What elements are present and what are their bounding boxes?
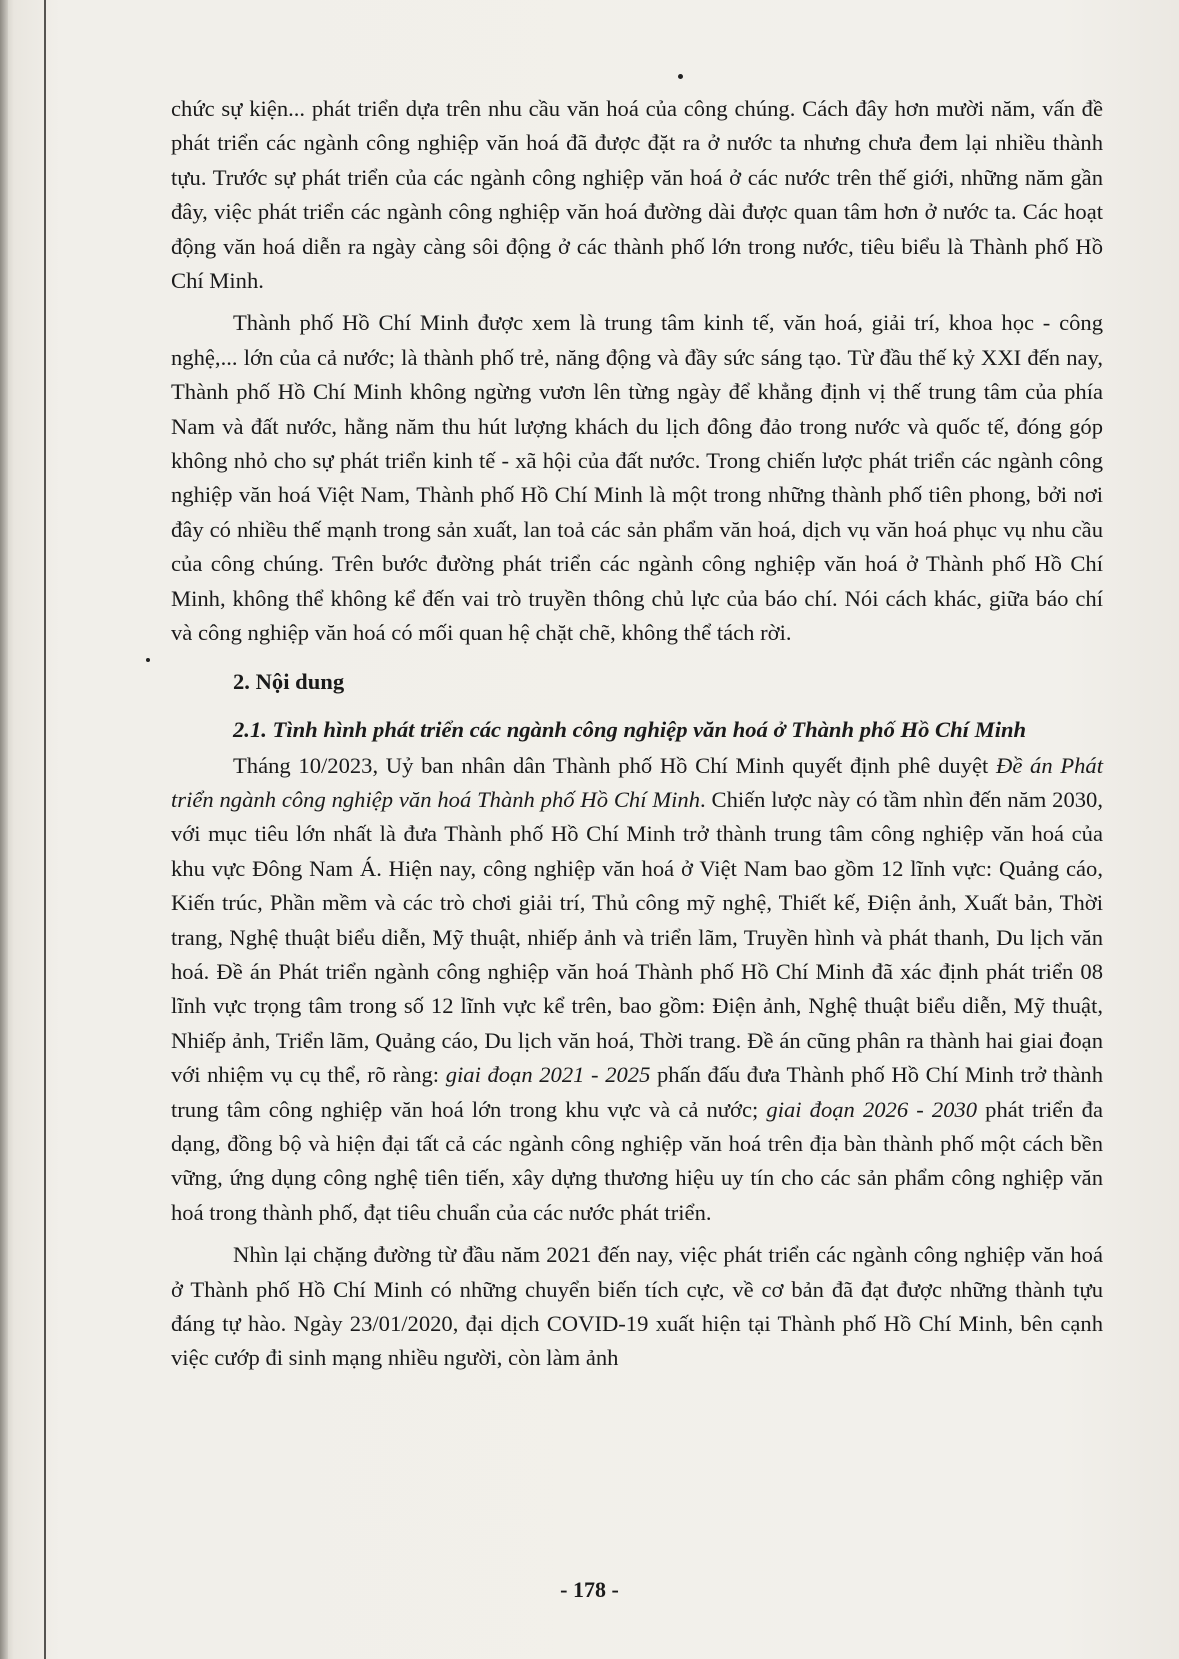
paragraph-scheme-text-1: Tháng 10/2023, Uỷ ban nhân dân Thành phố Hồ Chí Minh quyết định phê duyệt <box>233 752 997 778</box>
paragraph-scheme-text-2: . Chiến lược này có tầm nhìn đến năm 2030, với mục tiêu lớn nhất là đưa Thành phố Hồ Chí Minh trở thành trung tâm công nghiệp văn hoá của khu vực Đông Nam Á. Hiện nay, công nghiệp văn hoá ở Việt Nam bao gồm 12 lĩnh vực: Quảng cáo, Kiến trúc, Phần mềm và các trò chơi giải trí, Thủ công mỹ nghệ, Thiết kế, Điện ảnh, Xuất bản, Thời trang, Nghệ thuật biểu diễn, Mỹ thuật, nhiếp ảnh và triển lãm, Truyền hình và phát thanh, Du lịch văn hoá. Đề án Phát triển ngành công nghiệp văn hoá Thành phố Hồ Chí Minh đã xác định phát triển 08 lĩnh vực trọng tâm trong số 12 lĩnh vực kể trên, bao gồm: Điện ảnh, Nghệ thuật biểu diễn, Mỹ thuật, Nhiếp ảnh, Triển lãm, Quảng cáo, Du lịch văn hoá, Thời trang. Đề án cũng phân ra thành hai giai đoạn với nhiệm vụ cụ thể, rõ ràng: <box>171 786 1103 1088</box>
phase-one-label: giai đoạn 2021 - 2025 <box>445 1062 651 1088</box>
section-heading: 2. Nội dung <box>233 668 345 694</box>
paragraph-review: Nhìn lại chặng đường từ đầu năm 2021 đến nay, việc phát triển các ngành công nghiệp văn hoá ở Thành phố Hồ Chí Minh có những chuyển biến tích cực, về cơ bản đã đạt được những thành tựu đáng tự hào. Ngày 23/01/2020, đại dịch COVID-19 xuất hiện tại Thành phố Hồ Chí Minh, bên cạnh việc cướp đi sinh mạng nhiều người, còn làm ảnh <box>171 1242 1103 1371</box>
paragraph-scheme-text-4: phát triển đa dạng, đồng bộ và hiện đại tất cả các ngành công nghiệp văn hoá trên địa bàn thành phố một cách bền vững, ứng dụng công nghệ tiên tiến, xây dựng thương hiệu uy tín cho các sản phẩm công nghiệp văn hoá trong thành phố, đạt tiêu chuẩn của các nước phát triển. <box>171 1096 1103 1225</box>
ink-speck <box>146 658 150 662</box>
paragraph-scheme-text-3: phấn đấu đưa Thành phố Hồ Chí Minh trở thành trung tâm công nghiệp văn hoá lớn trong khu vực và cả nước; <box>171 1062 1103 1122</box>
subsection-heading: 2.1. Tình hình phát triển các ngành công nghiệp văn hoá ở Thành phố Hồ Chí Minh <box>233 716 1027 742</box>
paragraph-intro-continuation: chức sự kiện... phát triển dựa trên nhu cầu văn hoá của công chúng. Cách đây hơn mười năm, vấn đề phát triển các ngành công nghiệp văn hoá đã được đặt ra ở nước ta nhưng chưa đem lại nhiều thành tựu. Trước sự phát triển của các ngành công nghiệp văn hoá ở các nước trên thế giới, những năm gần đây, việc phát triển các ngành công nghiệp văn hoá đường dài được quan tâm hơn ở nước ta. Các hoạt động văn hoá diễn ra ngày càng sôi động ở các thành phố lớn trong nước, tiêu biểu là Thành phố Hồ Chí Minh. <box>171 96 1103 294</box>
document-body <box>171 92 1103 1376</box>
ink-speck <box>678 74 683 79</box>
paragraph-city-overview: Thành phố Hồ Chí Minh được xem là trung tâm kinh tế, văn hoá, giải trí, khoa học - công nghệ,... lớn của cả nước; là thành phố trẻ, năng động và đầy sức sáng tạo. Từ đầu thế kỷ XXI đến nay, Thành phố Hồ Chí Minh không ngừng vươn lên từng ngày để khẳng định vị thế trung tâm của phía Nam và đất nước, hằng năm thu hút lượng khách du lịch đông đảo trong nước và quốc tế, đóng góp không nhỏ cho sự phát triển kinh tế - xã hội của đất nước. Trong chiến lược phát triển các ngành công nghiệp văn hoá Việt Nam, Thành phố Hồ Chí Minh là một trong những thành phố tiên phong, bởi nơi đây có nhiều thế mạnh trong sản xuất, lan toả các sản phẩm văn hoá, dịch vụ văn hoá phục vụ nhu cầu của công chúng. Trên bước đường phát triển các ngành công nghiệp văn hoá ở Thành phố Hồ Chí Minh, không thể không kể đến vai trò truyền thông chủ lực của báo chí. Nói cách khác, giữa báo chí và công nghiệp văn hoá có mối quan hệ chặt chẽ, không thể tách rời. <box>171 310 1103 646</box>
page-binding-edge <box>0 0 8 1659</box>
scheme-title: Đề án Phát triển ngành công nghiệp văn hoá Thành phố Hồ Chí Minh <box>171 752 1103 812</box>
spine-line <box>44 0 46 1659</box>
page-number: - 178 - <box>560 1577 619 1602</box>
phase-two-label: giai đoạn 2026 - 2030 <box>766 1096 978 1122</box>
paragraph-scheme <box>171 749 1103 1231</box>
